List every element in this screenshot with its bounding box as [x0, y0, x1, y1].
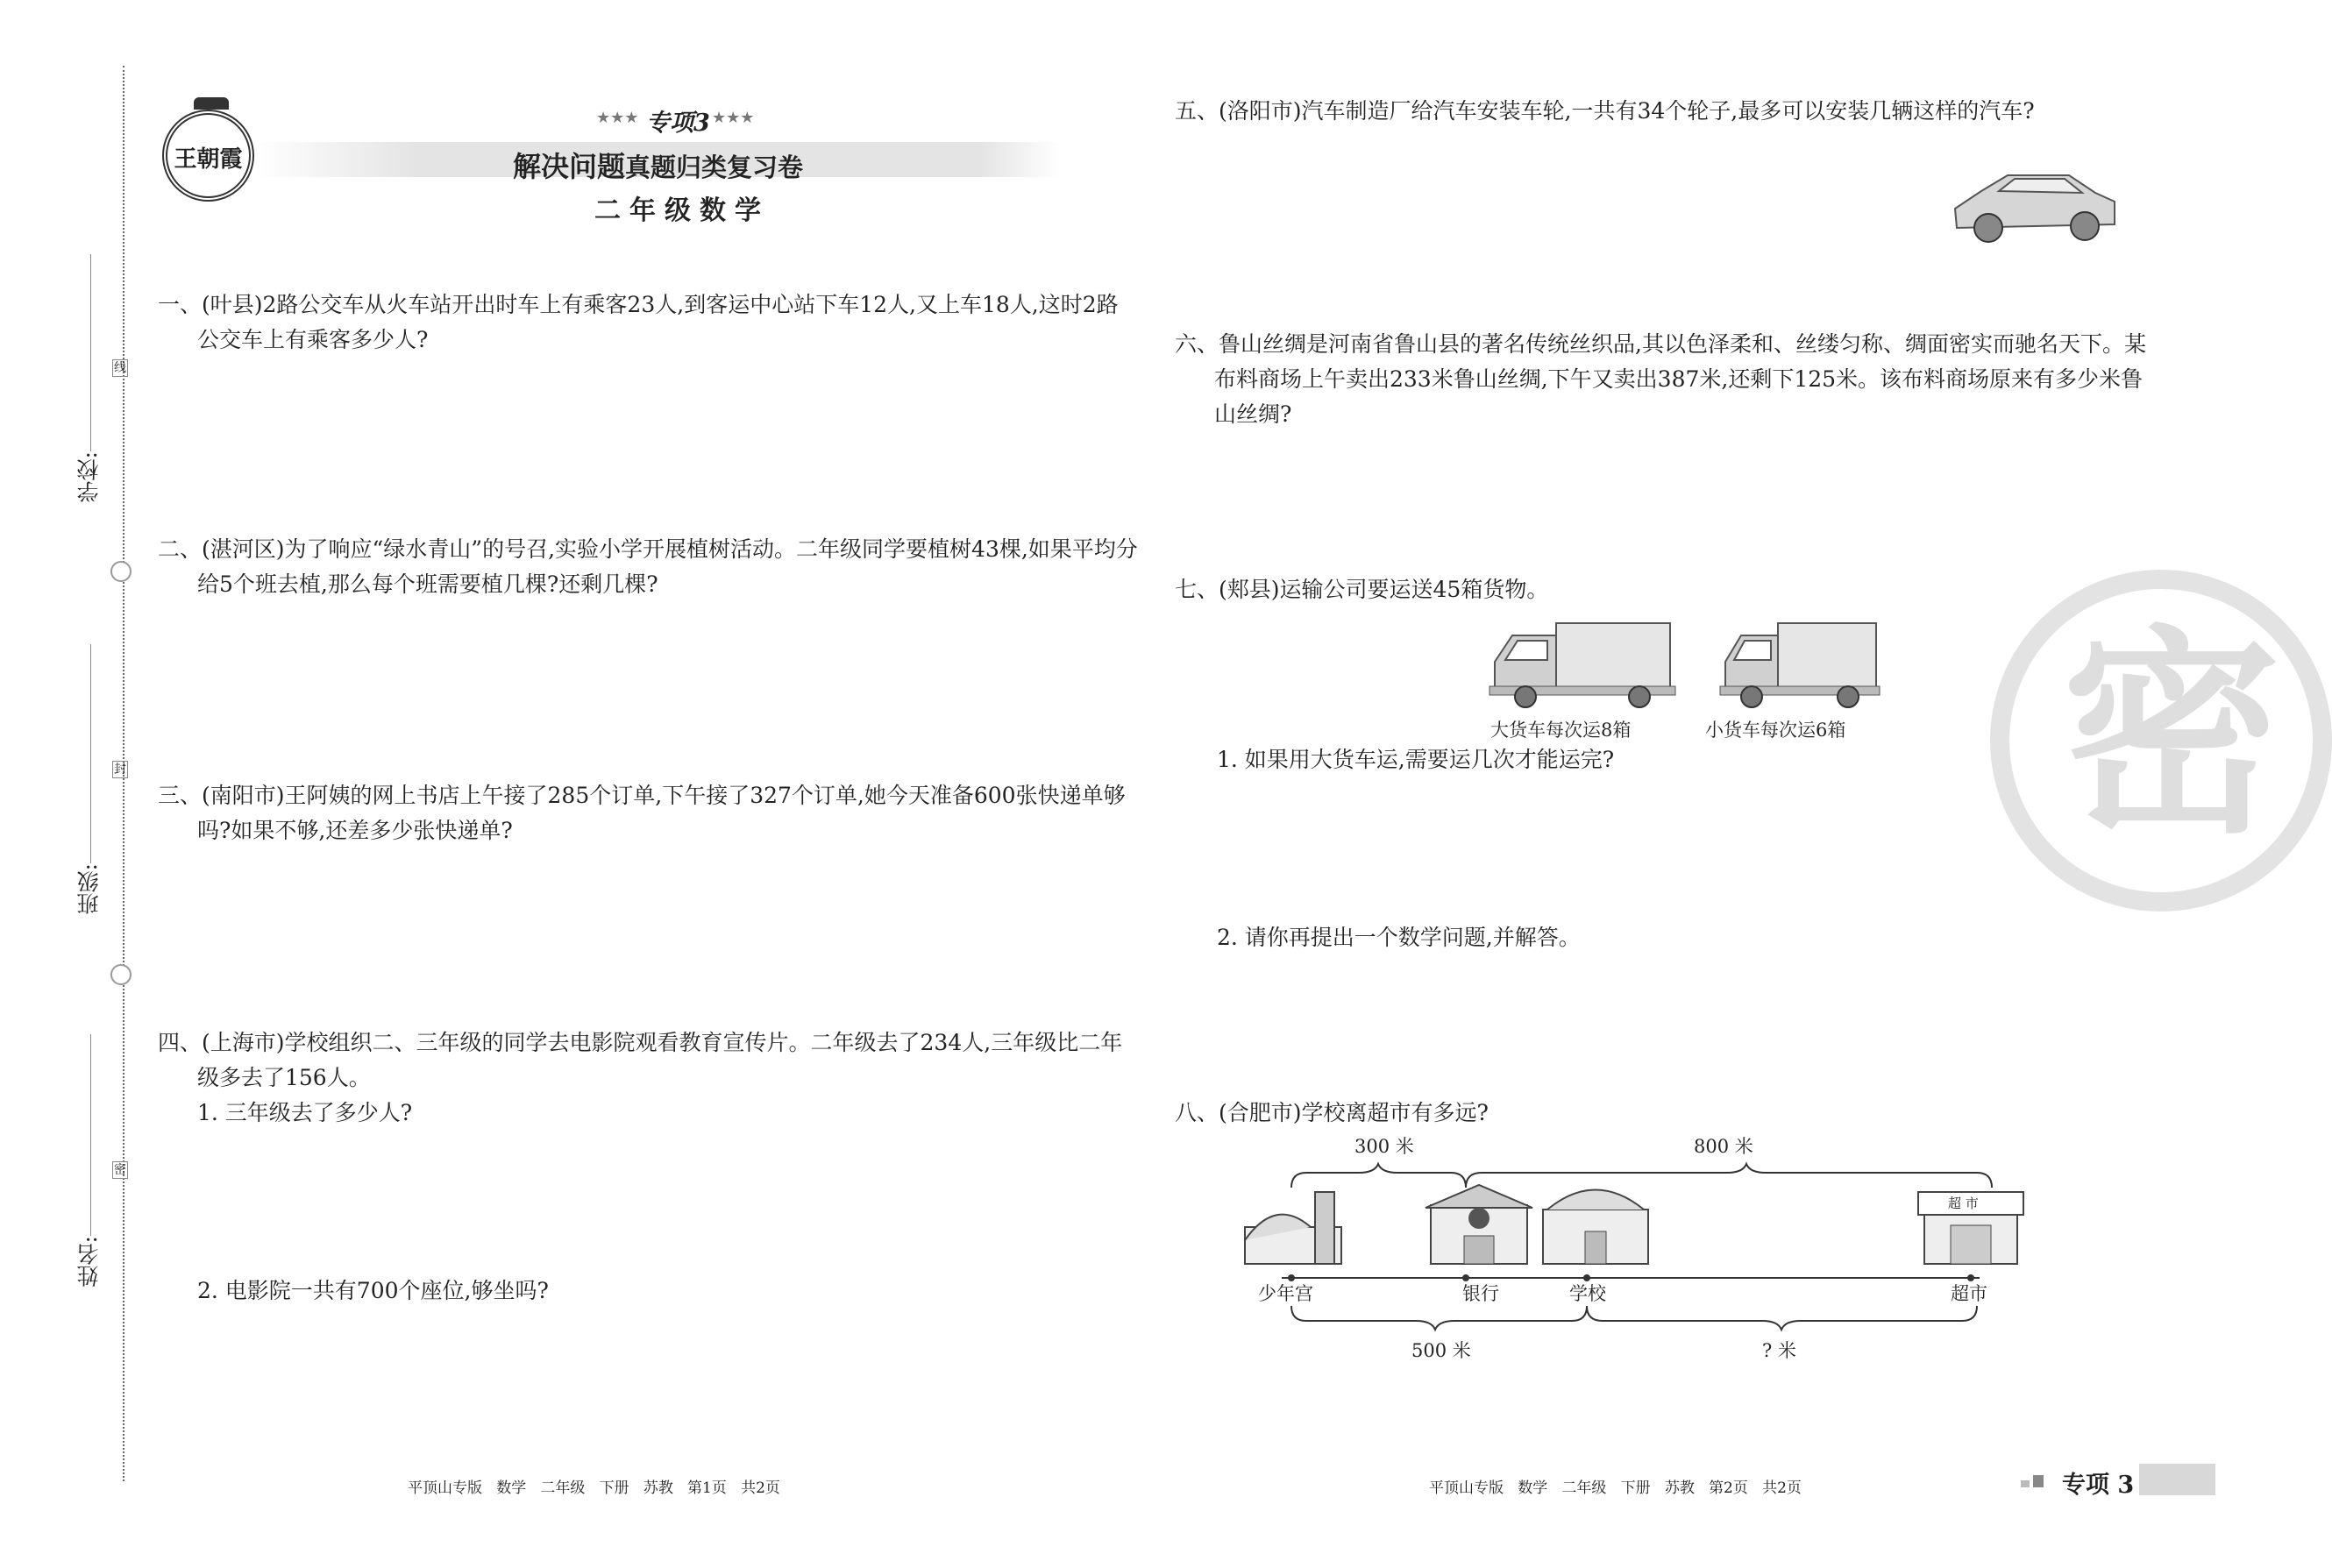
footer-tag-squares	[2021, 1475, 2056, 1487]
big-truck-illustration	[1486, 618, 1679, 710]
q2-number: 二、	[158, 536, 203, 562]
q7-number: 七、	[1175, 577, 1219, 602]
class-line	[90, 644, 91, 863]
question-5	[1175, 94, 2161, 129]
mark-secret: 密	[114, 1163, 126, 1177]
q7-sub2: 2. 请你再提出一个数学问题,并解答。	[1217, 925, 1581, 950]
title-bold: 解决问题	[513, 150, 626, 183]
series-title: 专项3	[646, 110, 710, 137]
q5-number: 五、	[1175, 98, 1219, 124]
footer-right: 平顶山专版 数学 二年级 下册 苏教 第2页 共2页	[1429, 1479, 1802, 1497]
q4-sub2: 2. 电影院一共有700个座位,够坐吗?	[197, 1278, 549, 1303]
big-truck-caption: 大货车每次运8箱	[1490, 720, 1632, 741]
label-300m: 300 米	[1354, 1136, 1414, 1157]
binder-hole-icon	[110, 964, 132, 985]
place-market: 超市	[1951, 1283, 1987, 1304]
question-6	[1175, 327, 2161, 432]
secret-seal-watermark	[1990, 570, 2332, 912]
q7-text: (郏县)运输公司要运送45箱货物。	[1219, 577, 1549, 602]
place-school: 学校	[1569, 1283, 1606, 1304]
label-unknown: ? 米	[1762, 1340, 1796, 1361]
name-line	[90, 1034, 91, 1236]
footer-tag: 专项 3	[2062, 1472, 2135, 1499]
q7-sub1: 1. 如果用大货车运,需要运几次才能运完?	[1217, 747, 1615, 772]
question-3	[158, 778, 1140, 848]
question-1	[158, 287, 1140, 358]
school-line	[90, 254, 91, 451]
q4-number: 四、	[158, 1030, 203, 1055]
school-label: 学校:	[76, 451, 102, 503]
label-800m: 800 米	[1694, 1136, 1753, 1157]
q3-text: (南阳市)王阿姨的网上书店上午接了285个订单,下午接了327个订单,她今天准备600张快递单够吗?如果不够,还差多少张快递单?	[197, 783, 1126, 843]
q5-text: (洛阳市)汽车制造厂给汽车安装车轮,一共有34个轮子,最多可以安装几辆这样的汽车?	[1219, 98, 2035, 124]
q1-number: 一、	[158, 292, 203, 317]
youth-palace-icon	[1245, 1192, 1341, 1264]
footer-left: 平顶山专版 数学 二年级 下册 苏教 第1页 共2页	[408, 1479, 780, 1497]
question-2	[158, 532, 1140, 602]
main-title	[513, 145, 803, 185]
class-label: 班级:	[76, 863, 102, 915]
question-4	[158, 1025, 1140, 1096]
seal-glyph: 密	[2062, 605, 2281, 862]
subtitle: 二年级数学	[594, 195, 770, 226]
question-7	[1175, 572, 2161, 607]
q3-number: 三、	[158, 783, 203, 808]
bank-icon	[1426, 1185, 1532, 1264]
title-rest: 真题归类复习卷	[625, 153, 804, 182]
small-truck-illustration	[1717, 618, 1883, 710]
q6-number: 六、	[1175, 331, 1219, 357]
logo-text: 王朝霞	[174, 146, 243, 173]
label-500m: 500 米	[1411, 1340, 1471, 1361]
q6-text: 鲁山丝绸是河南省鲁山县的著名传统丝织品,其以色泽柔和、丝缕匀称、绸面密实而驰名天下。某布料商场上午卖出233米鲁山丝绸,下午又卖出387米,还剩下125米。该布料商场原来有多少米鲁山丝绸?	[1214, 331, 2146, 427]
q2-text: (湛河区)为了响应“绿水青山”的号召,实验小学开展植树活动。二年级同学要植树43棵,如果平均分给5个班去植,那么每个班需要植几棵?还剩几棵?	[197, 536, 1138, 597]
car-illustration	[1946, 156, 2122, 252]
footer-tag-bar	[2139, 1464, 2215, 1495]
q8-number: 八、	[1175, 1100, 1219, 1125]
mark-line: 线	[114, 361, 126, 375]
name-label: 姓名:	[76, 1236, 102, 1288]
place-bank: 银行	[1462, 1283, 1499, 1304]
small-truck-caption: 小货车每次运6箱	[1705, 720, 1846, 741]
binder-hole-icon	[110, 561, 132, 582]
q4-text: (上海市)学校组织二、三年级的同学去电影院观看教育宣传片。二年级去了234人,三年级比二年级多去了156人。	[197, 1030, 1123, 1090]
header-stars-right: ★★★	[712, 109, 755, 127]
distance-diagram	[1227, 1139, 2016, 1367]
logo-crown-icon	[194, 97, 229, 110]
mark-seal: 封	[114, 763, 126, 777]
market-sign: 超 市	[1948, 1196, 1979, 1211]
question-8	[1175, 1096, 2161, 1131]
q8-text: (合肥市)学校离超市有多远?	[1219, 1100, 1489, 1125]
place-youth-palace: 少年宫	[1258, 1283, 1313, 1304]
q1-text: (叶县)2路公交车从火车站开出时车上有乘客23人,到客运中心站下车12人,又上车18人,这时2路公交车上有乘客多少人?	[197, 292, 1119, 352]
q4-sub1: 1. 三年级去了多少人?	[197, 1100, 413, 1125]
school-icon	[1543, 1190, 1648, 1265]
header-stars-left: ★★★	[596, 109, 639, 127]
logo-badge	[162, 110, 254, 202]
